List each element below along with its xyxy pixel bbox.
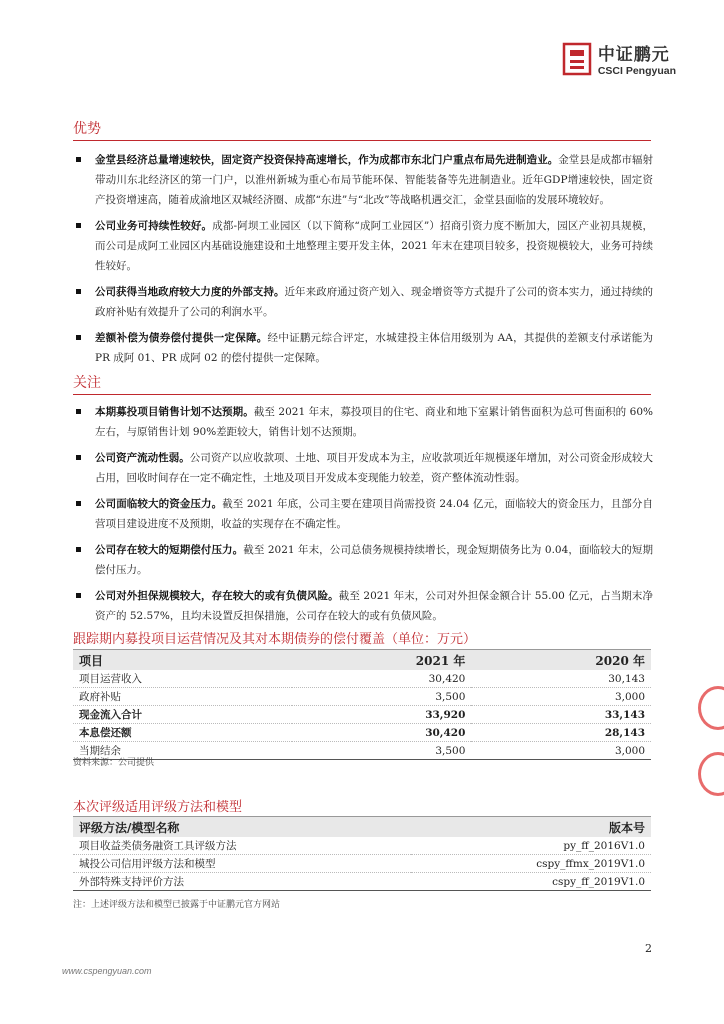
- table1-source: 资料来源：公司提供: [73, 758, 155, 768]
- bullet-icon: [76, 289, 81, 294]
- table-row: [73, 873, 651, 891]
- bullet-icon: [76, 223, 81, 228]
- list-item: [73, 150, 653, 210]
- col-header: 2021 年: [292, 650, 472, 671]
- cell: 政府补贴: [73, 688, 292, 706]
- page-number: 2: [645, 942, 652, 955]
- col-header: 项目: [73, 650, 292, 671]
- bullet-icon: [76, 501, 81, 506]
- cell: cspy_ffmx_2019V1.0: [411, 855, 651, 873]
- list-item: [73, 494, 653, 534]
- list-item: [73, 402, 653, 442]
- table-row: [73, 855, 651, 873]
- list-item: [73, 216, 653, 276]
- cell: 当期结余: [73, 742, 292, 760]
- logo-mark-icon: [562, 42, 592, 76]
- table-row: [73, 706, 651, 724]
- item-text: 成都-阿坝工业园区（以下简称“成阿工业园区”）招商引资力度不断加大，园区产业初具规模，而公司是成阿工业园区内基础设施建设和土地整理主要开发主体，2021 年末在建项目较多，投资规模较大，业务可持续性较好。: [95, 220, 653, 272]
- seal-stamp-icon: [698, 686, 724, 730]
- item-lead: 公司资产流动性弱。: [95, 452, 190, 464]
- list-item: [73, 586, 653, 626]
- table-row: [73, 724, 651, 742]
- cell: 30,143: [471, 670, 651, 688]
- item-lead: 公司对外担保规模较大，存在较大的或有负债风险。: [95, 590, 339, 602]
- item-lead: 公司业务可持续性较好。: [95, 220, 213, 232]
- col-header: 评级方法/模型名称: [73, 817, 411, 838]
- item-text: 截至 2021 年末，公司总债务规模持续增长，现金短期债务比为 0.04，面临较大的短期偿付压力。: [95, 544, 653, 576]
- methods-table: [73, 816, 651, 891]
- list-item: [73, 540, 653, 580]
- concerns-list: [73, 402, 653, 632]
- brand-name-cn: 中证鹏元: [597, 45, 670, 65]
- bullet-icon: [76, 409, 81, 414]
- footer-url: www.cspengyuan.com: [62, 966, 152, 976]
- table2-note: 注：上述评级方法和模型已披露于中证鹏元官方网站: [73, 900, 281, 910]
- cell: 33,143: [471, 706, 651, 724]
- seal-stamp-icon: [698, 752, 724, 796]
- cell: 本息偿还额: [73, 724, 292, 742]
- advantages-list: [73, 150, 653, 374]
- table-row: [73, 688, 651, 706]
- bullet-icon: [76, 593, 81, 598]
- cell: 3,000: [471, 688, 651, 706]
- table-row: [73, 837, 651, 855]
- company-logo: [562, 40, 676, 77]
- bullet-icon: [76, 335, 81, 340]
- bullet-icon: [76, 157, 81, 162]
- item-lead: 本期募投项目销售计划不达预期。: [95, 406, 254, 418]
- col-header: 2020 年: [471, 650, 651, 671]
- item-text: 金堂县是成都市辐射带动川东北经济区的第一门户，以淮州新城为重心布局节能环保、智能装备等先进制造业。近年GDP增速较快，固定资产投资增速高，随着成渝地区双城经济圈、成都“东进”与“北改”等战略机遇交汇，金堂县面临的发展环境较好。: [95, 154, 654, 206]
- item-lead: 差额补偿为债券偿付提供一定保障。: [95, 332, 268, 344]
- table2-title: 本次评级适用评级方法和模型: [73, 800, 243, 815]
- cell: 3,000: [471, 742, 651, 760]
- coverage-table: [73, 649, 651, 760]
- cell: 外部特殊支持评价方法: [73, 873, 411, 891]
- item-text: 截至 2021 年底，公司主要在建项目尚需投资 24.04 亿元，面临较大的资金压力，且部分自营项目建设进度不及预期，收益的实现存在不确定性。: [95, 498, 654, 530]
- item-text: 公司资产以应收款项、土地、项目开发成本为主，应收款项近年规模逐年增加，对公司资金形成较大占用，回收时间存在一定不确定性，土地及项目开发成本变现能力较差，资产整体流动性弱。: [95, 452, 654, 484]
- cell: 现金流入合计: [73, 706, 292, 724]
- cell: 3,500: [292, 688, 472, 706]
- advantages-rule: [73, 140, 651, 141]
- item-text: 近年来政府通过资产划入、现金增资等方式提升了公司的资本实力，通过持续的政府补贴有效提升了公司的利润水平。: [95, 286, 654, 318]
- item-text: 截至 2021 年末，公司对外担保金额合计 55.00 亿元，占当期末净资产的 52.57%，且均未设置反担保措施，公司存在较大的或有负债风险。: [95, 590, 653, 622]
- cell: 33,920: [292, 706, 472, 724]
- item-lead: 金堂县经济总量增速较快，固定资产投资保持高速增长，作为成都市东北门户重点布局先进制造业。: [95, 154, 559, 166]
- cell: py_ff_2016V1.0: [411, 837, 651, 855]
- cell: 项目运营收入: [73, 670, 292, 688]
- cell: cspy_ff_2019V1.0: [411, 873, 651, 891]
- bullet-icon: [76, 455, 81, 460]
- cell: 项目收益类债务融资工具评级方法: [73, 837, 411, 855]
- table-row: [73, 742, 651, 760]
- table-row: [73, 670, 651, 688]
- table1-title: 跟踪期内募投项目运营情况及其对本期债券的偿付覆盖（单位：万元）: [73, 632, 477, 647]
- brand-name-en: CSCI Pengyuan: [597, 65, 676, 77]
- concerns-title: 关注: [73, 375, 101, 391]
- cell: 城投公司信用评级方法和模型: [73, 855, 411, 873]
- item-lead: 公司获得当地政府较大力度的外部支持。: [95, 286, 285, 298]
- item-text: 截至 2021 年末，募投项目的住宅、商业和地下室累计销售面积为总可售面积的 60%左右，与原销售计划 90%差距较大，销售计划不达预期。: [95, 406, 653, 438]
- cell: 28,143: [471, 724, 651, 742]
- item-lead: 公司存在较大的短期偿付压力。: [95, 544, 244, 556]
- item-lead: 公司面临较大的资金压力。: [95, 498, 223, 510]
- cell: 3,500: [292, 742, 472, 760]
- bullet-icon: [76, 547, 81, 552]
- item-text: 经中证鹏元综合评定，水城建投主体信用级别为 AA，其提供的差额支付承诺能为 PR 成阿 01、PR 成阿 02 的偿付提供一定保障。: [95, 332, 653, 364]
- concerns-rule: [73, 394, 651, 395]
- col-header: 版本号: [411, 817, 651, 838]
- list-item: [73, 282, 653, 322]
- cell: 30,420: [292, 670, 472, 688]
- advantages-title: 优势: [73, 121, 101, 137]
- cell: 30,420: [292, 724, 472, 742]
- list-item: [73, 448, 653, 488]
- list-item: [73, 328, 653, 368]
